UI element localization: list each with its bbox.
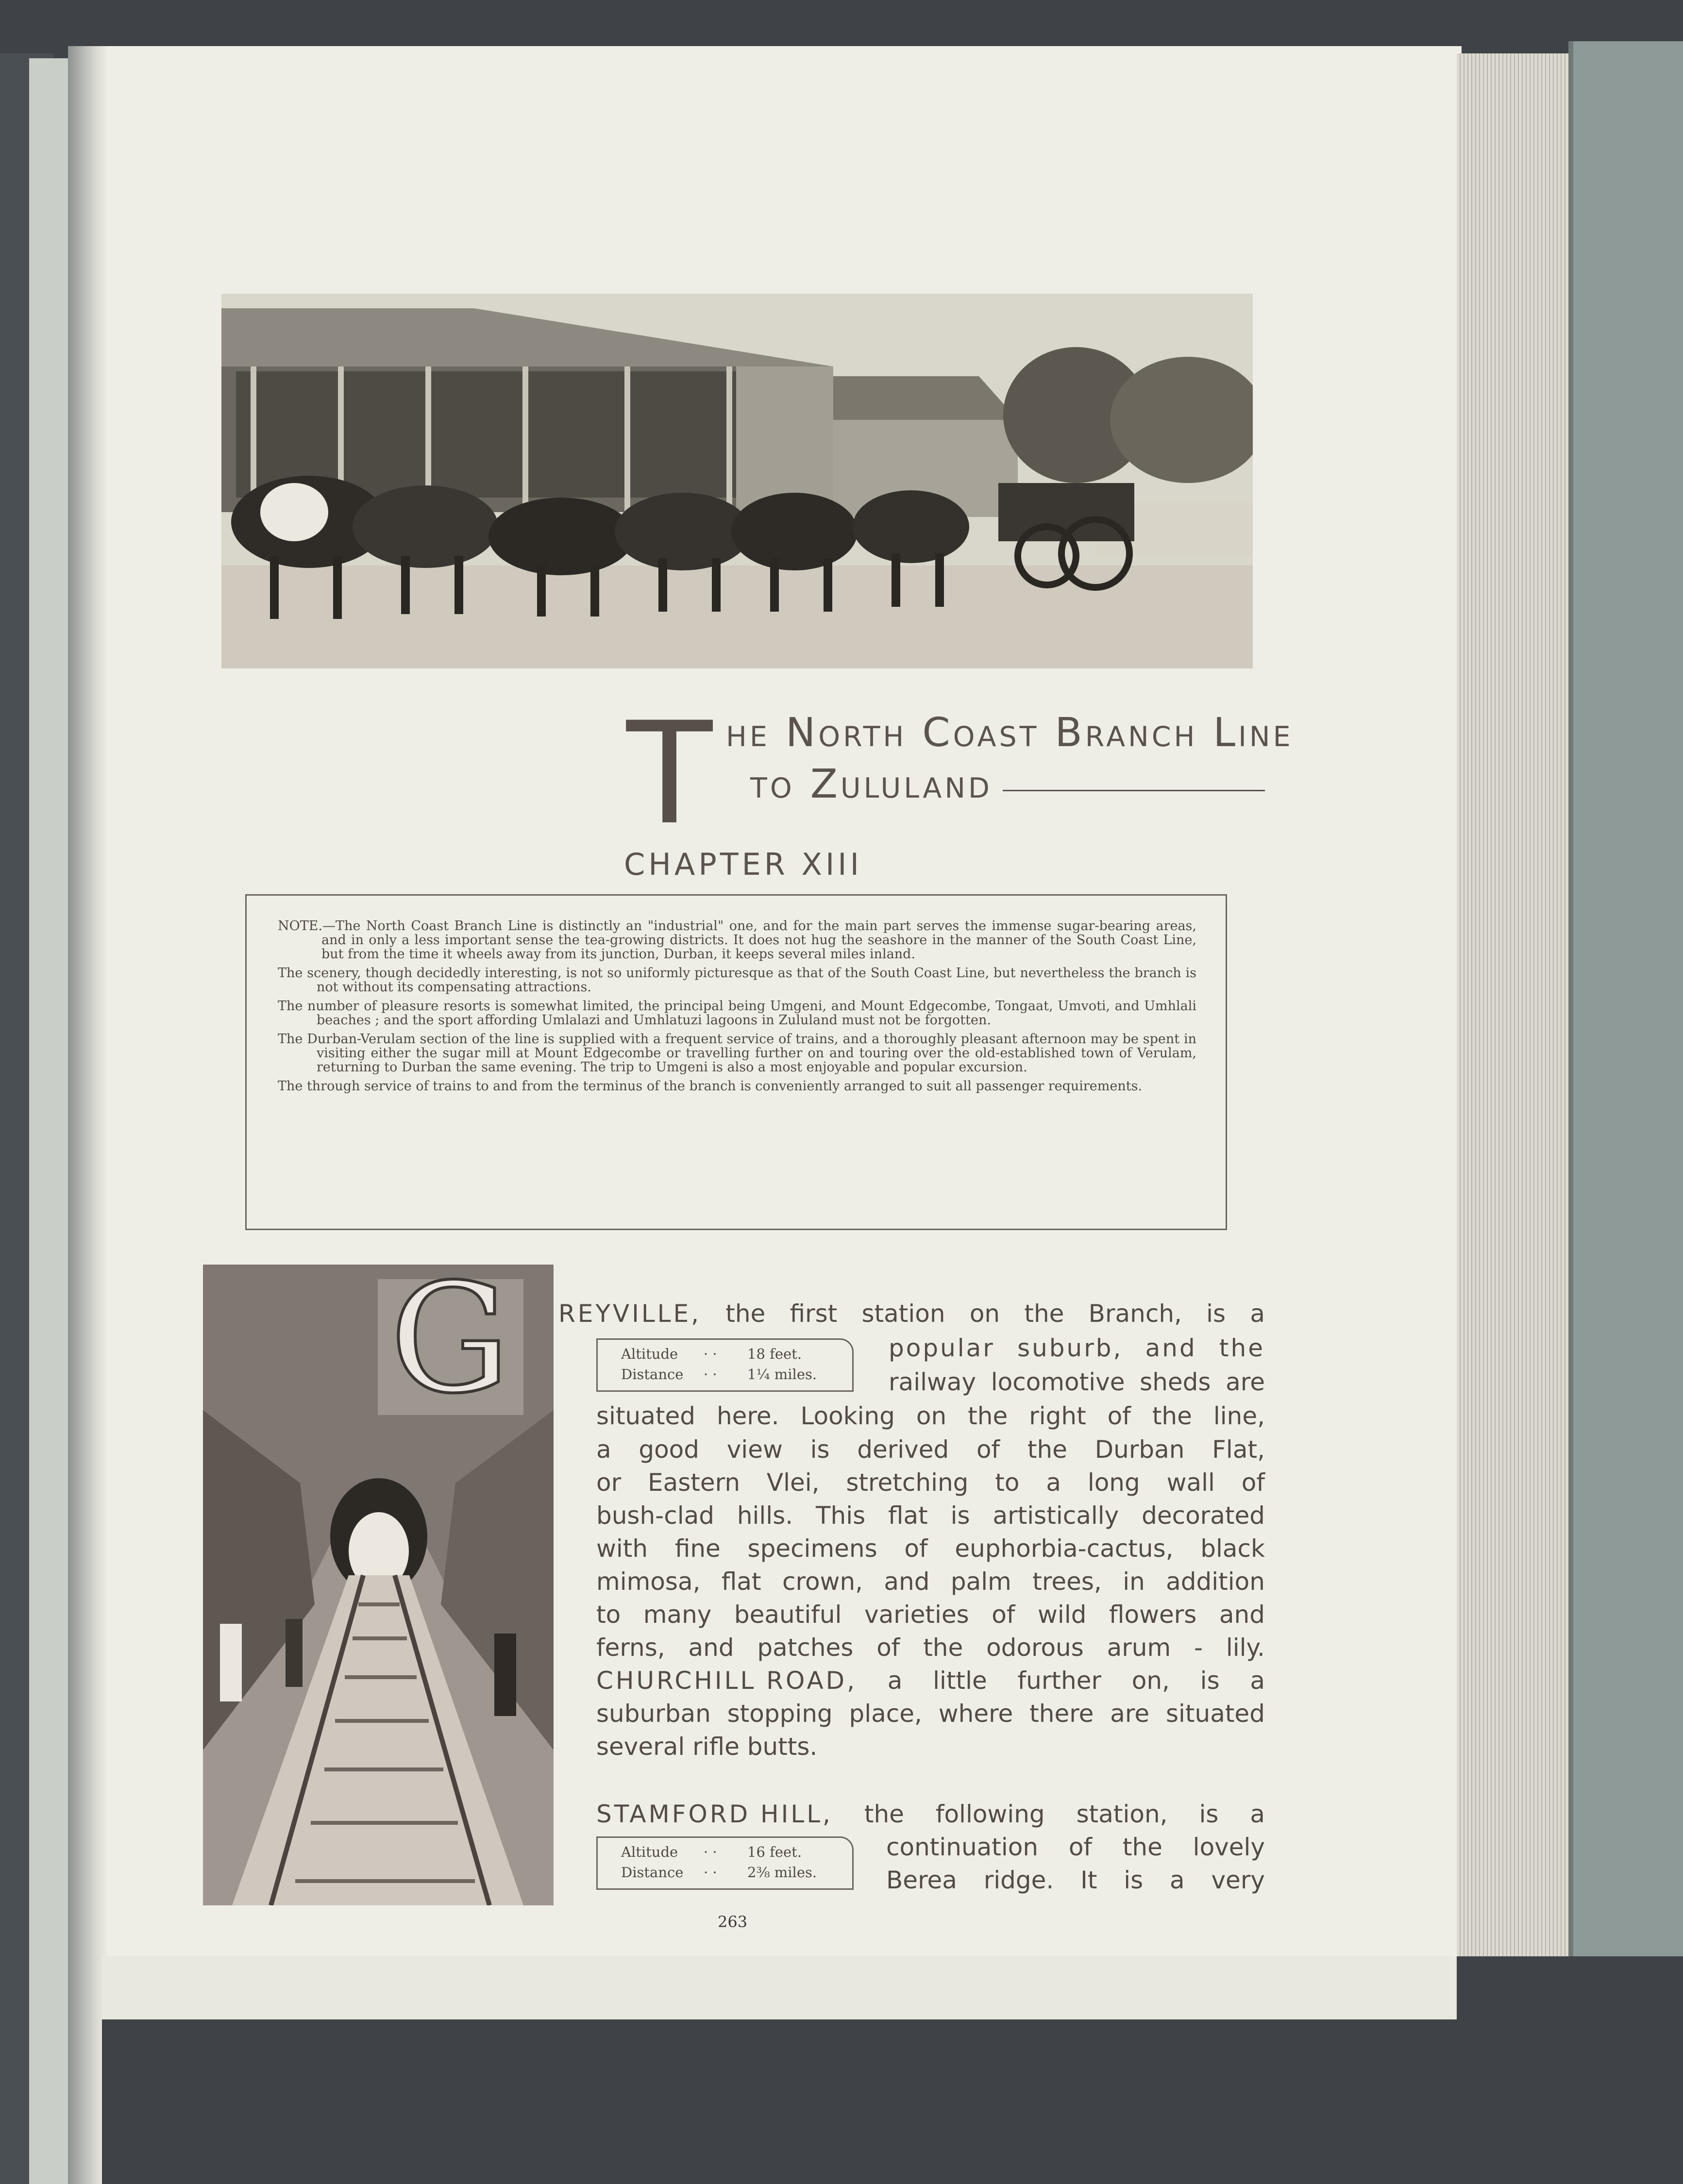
greyville-line-1: REYVILLE, the first station on the Branch, is a (558, 1300, 1265, 1328)
greyville-line-3: railway locomotive sheds are (889, 1368, 1265, 1396)
greyville-line-12: CHURCHILL ROAD, a little further on, is a (596, 1667, 1265, 1695)
stamford-line-2: continuation of the lovely (886, 1833, 1265, 1861)
page-edges (1457, 53, 1570, 1956)
note-box (245, 894, 1227, 1230)
note-paragraph: The Durban-Verulam section of the line is supplied with a frequent service of trains, and a thoroughly pleasant afternoon may be spent in visiting either the sugar mill at Mount Edgecombe or travelling further on and touring over the old-established town of Verulam, returning to Durban the same evening. The trip to Umgeni is also a most enjoyable and popular excursion. (278, 1032, 1196, 1075)
note-paragraph: The number of pleasure resorts is somewhat limited, the principal being Umgeni, and Mount Edgecombe, Tongaat, Umvoti, and Umhlali beaches ; and the sport affording Umlalazi and Umhlatuzi lagoons in Zululand must not be forgotten. (278, 999, 1196, 1028)
note-paragraph: The through service of trains to and from the terminus of the branch is conveniently arranged to suit all passenger requirements. (278, 1079, 1143, 1094)
greyville-line-10: to many beautiful varieties of wild flowers and (596, 1600, 1265, 1629)
chapter-title-line-2: to Zululand (750, 761, 993, 807)
stamford-line-3: Berea ridge. It is a very (886, 1866, 1265, 1894)
stamford-line-1: STAMFORD HILL, the following station, is a (596, 1800, 1265, 1828)
greyville-line-2: popular suburb, and the (889, 1334, 1265, 1362)
greyville-line-4: situated here. Looking on the right of the line, (596, 1402, 1265, 1430)
greyville-line-7: bush-clad hills. This flat is artistically decorated (596, 1501, 1265, 1530)
left-page-edge (29, 58, 71, 2184)
distance-row: Distance · · 1¼ miles. (621, 1366, 817, 1383)
page-number: 263 (718, 1913, 748, 1931)
greyville-line-9: mimosa, flat crown, and palm trees, in addition (596, 1567, 1265, 1596)
chapter-title-line-1: he North Coast Branch Line (726, 710, 1294, 756)
greyville-line-6: or Eastern Vlei, stretching to a long wall of (596, 1468, 1265, 1497)
greyville-info-box (596, 1338, 854, 1392)
book-cover-right (1568, 41, 1683, 1983)
ox-wagon-photograph (221, 294, 1253, 668)
note-paragraph: NOTE.—The North Coast Branch Line is distinctly an "industrial" one, and for the main part serves the immense sugar-bearing areas, and in only a less important sense the tea-growing districts. It does not hug the seashore in the manner of the South Coast Line, but from the time it wheels away from its junction, Durban, it keeps several miles inland. (278, 918, 1196, 962)
greyville-line-11: ferns, and patches of the odorous arum - lily. (596, 1634, 1265, 1662)
greyville-line-8: with fine specimens of euphorbia-cactus, black (596, 1534, 1265, 1563)
svg-text:G: G (390, 1265, 510, 1427)
greyville-line-14: several rifle butts. (596, 1733, 818, 1761)
stamford-info-box (596, 1836, 854, 1890)
book-page-bottom (102, 1956, 1457, 2019)
chapter-number: CHAPTER XIII (624, 847, 862, 882)
distance-row: Distance · · 2⅜ miles. (621, 1864, 817, 1881)
heading-initial: T (626, 692, 713, 856)
title-rule (1003, 790, 1265, 791)
greyville-line-13: suburban stopping place, where there are situated (596, 1700, 1265, 1728)
greyville-line-5: a good view is derived of the Durban Flat, (596, 1435, 1265, 1464)
railway-tunnel-illustration (203, 1265, 554, 1905)
page-gutter (68, 46, 107, 2184)
altitude-row: Altitude · · 18 feet. (621, 1346, 802, 1362)
altitude-row: Altitude · · 16 feet. (621, 1844, 802, 1860)
note-paragraph: The scenery, though decidedly interesting, is not so uniformly picturesque as that of the South Coast Line, but nevertheless the branch is not without its compensating attractions. (278, 966, 1196, 995)
